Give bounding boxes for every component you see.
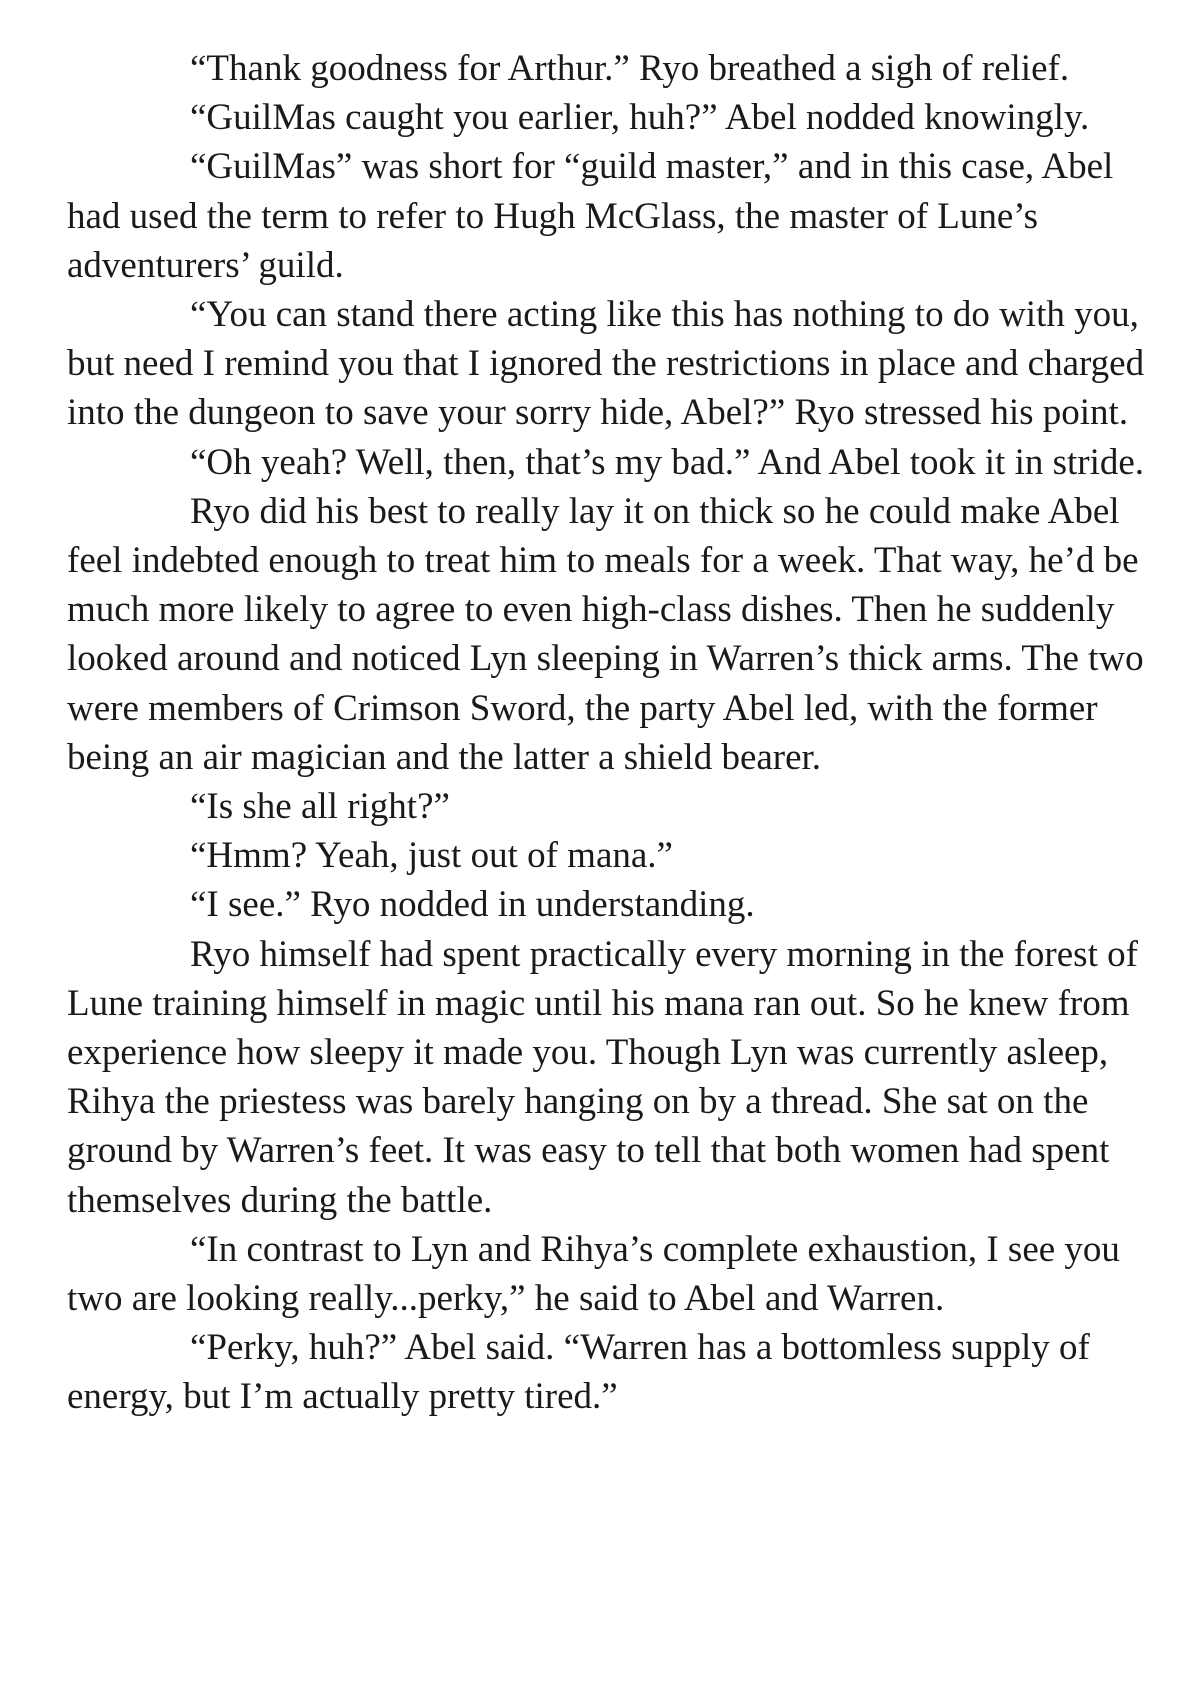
paragraph: Ryo himself had spent practically every morning in the forest of Lune training himself in magic until his mana ran out. So he knew from experience how sleepy it made you. Though Lyn was currently asleep, Rihya the priestess was barely hanging on by a thread. She sat on the ground by Warren’s feet. It was easy to tell that both women had spent themselves during the battle. bbox=[67, 933, 1138, 1221]
paragraph: “GuilMas caught you earlier, huh?” Abel nodded knowingly. bbox=[190, 97, 1090, 139]
paragraph: “You can stand there acting like this has nothing to do with you, but need I remind you that I ignored the restrictions in place and charged into the dungeon to save your sorry hide, Abel?” Ryo stressed his point. bbox=[67, 294, 1145, 434]
paragraph: “GuilMas” was short for “guild master,” and in this case, Abel had used the term to refer to Hugh McGlass, the master of Lune’s adventurers’ guild. bbox=[67, 146, 1114, 286]
paragraph: “Thank goodness for Arthur.” Ryo breathed a sigh of relief. bbox=[190, 48, 1070, 89]
paragraph: “Perky, huh?” Abel said. “Warren has a bottomless supply of energy, but I’m actually pretty tired.” bbox=[67, 1327, 1090, 1418]
paragraph: “Oh yeah? Well, then, that’s my bad.” And Abel took it in stride. bbox=[190, 441, 1145, 483]
paragraph: “I see.” Ryo nodded in understanding. bbox=[190, 884, 755, 926]
paragraph: “Hmm? Yeah, just out of mana.” bbox=[190, 835, 673, 877]
book-page bbox=[67, 44, 1147, 1422]
paragraph: Ryo did his best to really lay it on thick so he could make Abel feel indebted enough to treat him to meals for a week. That way, he’d be much more likely to agree to even high-class dishes. Then he suddenly looked around and noticed Lyn sleeping in Warren’s thick arms. The two were members of Crimson Sword, the party Abel led, with the former being an air magician and the latter a shield bearer. bbox=[67, 490, 1144, 778]
paragraph: “In contrast to Lyn and Rihya’s complete exhaustion, I see you two are looking really...perky,” he said to Abel and Warren. bbox=[67, 1228, 1120, 1320]
paragraph: “Is she all right?” bbox=[190, 786, 450, 828]
